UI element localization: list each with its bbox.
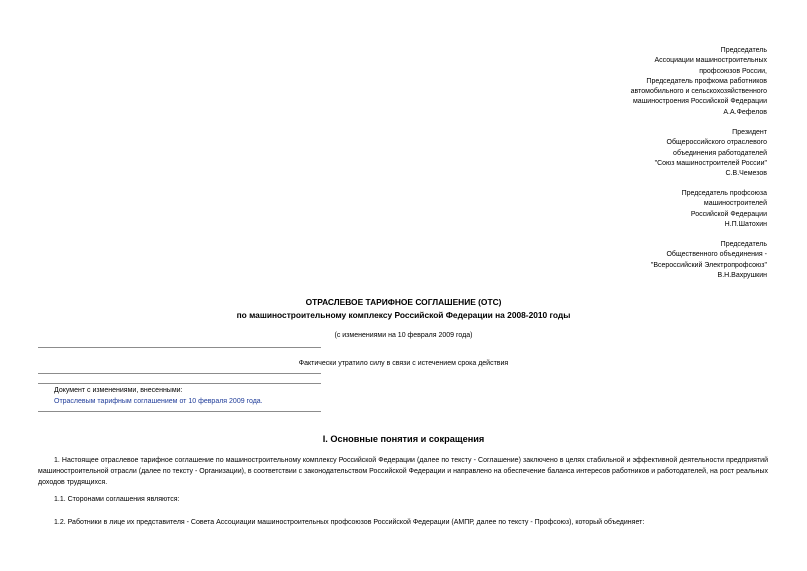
- signatory-line: Российской Федерации: [690, 210, 767, 218]
- signatory-line: Общероссийского отраслевого: [666, 139, 767, 147]
- signatory-name: А.А.Фефелов: [723, 108, 767, 116]
- changes-label: Документ с изменениями, внесенными:: [54, 387, 183, 394]
- signatory-block-electro: [651, 240, 767, 281]
- signatory-line: Общественного объединения -: [666, 251, 767, 259]
- signatory-line: Председатель профсоюза: [681, 190, 767, 197]
- paragraph-text: 1.2. Работники в лице их представителя - Совета Ассоциации машиностроительных профсоюзов Российской Федерации (АМПР, далее по тексту - Профсоюз), который объединяет:: [54, 519, 645, 526]
- signatory-line: Председатель: [720, 47, 767, 54]
- signatory-line: автомобильного и сельскохозяйственного: [630, 88, 767, 96]
- signatory-name: В.Н.Вахрушкин: [717, 271, 767, 279]
- expired-note: Фактически утратило силу в связи с истечением срока действия: [298, 360, 509, 367]
- signatory-block-employers: [655, 128, 767, 179]
- paragraph: [38, 495, 768, 506]
- document-subtitle: по машиностроительному комплексу Российской Федерации на 2008-2010 годы: [236, 310, 571, 320]
- divider: [38, 347, 321, 348]
- signatory-line: Председатель профкома работников: [646, 77, 767, 85]
- changes-link[interactable]: Отраслевым тарифным соглашением от 10 февраля 2009 года.: [54, 398, 263, 405]
- amended-note: (с изменениями на 10 февраля 2009 года): [334, 332, 473, 339]
- signatory-line: машиностроения Российской Федерации: [632, 98, 767, 106]
- signatory-name: Н.П.Шатохин: [724, 220, 767, 228]
- divider: [38, 411, 321, 412]
- signatory-line: объединения работодателей: [673, 149, 767, 157]
- signatory-block-union: [682, 189, 767, 230]
- signatory-line: Президент: [732, 129, 767, 136]
- paragraph: [38, 456, 768, 488]
- signatory-block-amp: [631, 46, 767, 118]
- document-title: ОТРАСЛЕВОЕ ТАРИФНОЕ СОГЛАШЕНИЕ (ОТС): [305, 297, 502, 307]
- signatory-line: Председатель: [720, 241, 767, 248]
- divider: [38, 383, 321, 384]
- divider: [38, 373, 321, 374]
- signatory-line: "Союз машиностроителей России": [654, 159, 767, 167]
- signatory-name: С.В.Чемезов: [725, 170, 767, 178]
- paragraph-text: 1.1. Сторонами соглашения являются:: [54, 496, 180, 503]
- section-heading: I. Основные понятия и сокращения: [322, 434, 485, 444]
- paragraph: [38, 518, 768, 529]
- signatory-line: "Всероссийский Электропрофсоюз": [650, 261, 767, 269]
- signatory-line: профсоюзов России,: [699, 67, 767, 75]
- paragraph-text: 1. Настоящее отраслевое тарифное соглашение по машиностроительному комплексу Российской Федерации (далее по тексту - Соглашение) заключено в целях стабильной и эффективной деятельности предприятий машиностроительной отрасли (далее по тексту - Организации), в соответствии с законодательством Российской Федерации и направлено на обеспечение баланса интересов работников и работодателей, на рост реальных доходов трудящихся.: [38, 457, 768, 486]
- signatory-line: машиностроителей: [703, 200, 767, 208]
- signatory-line: Ассоциации машиностроительных: [654, 57, 767, 65]
